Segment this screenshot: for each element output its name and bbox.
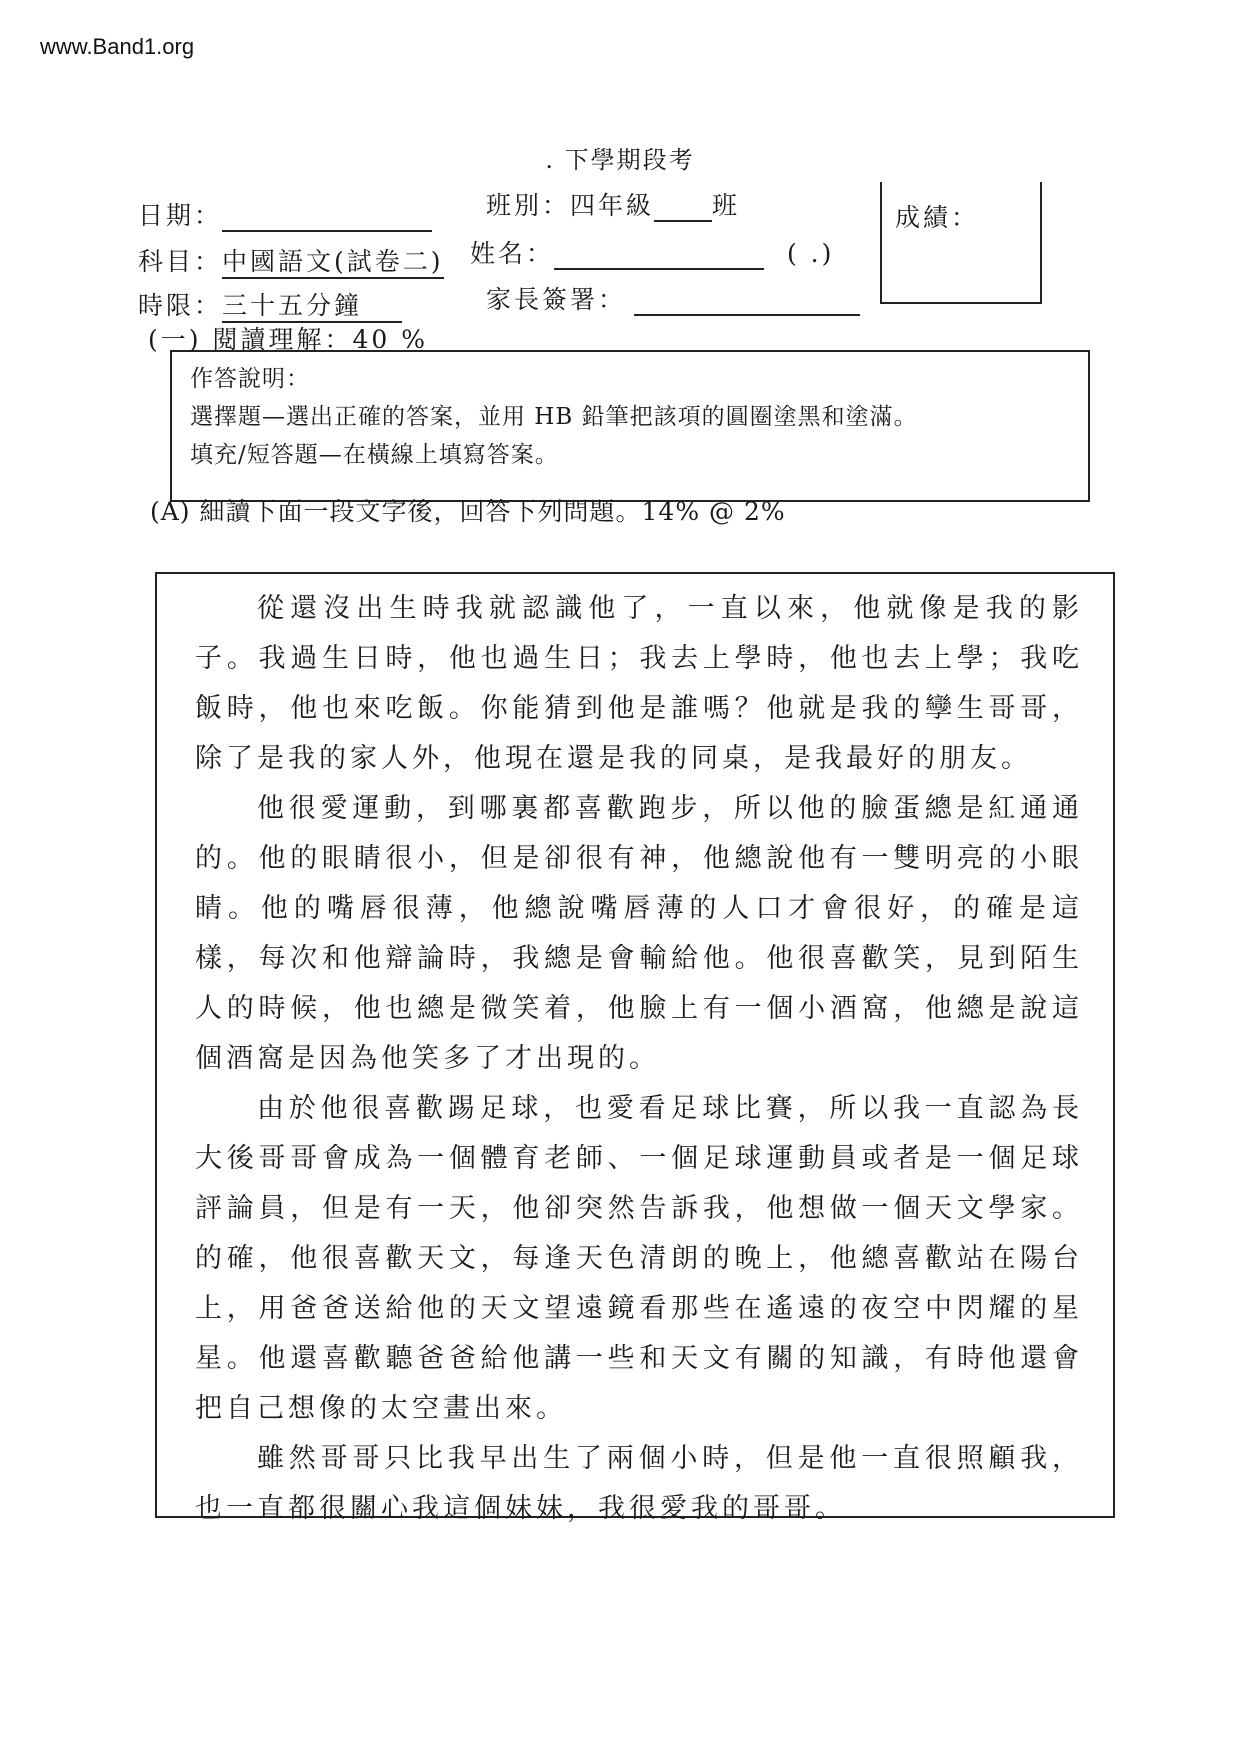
class-suffix: 班 [712, 191, 741, 220]
date-field[interactable] [222, 204, 432, 232]
subject-value: 中國語文(試卷二) [222, 247, 444, 279]
time-label: 時限： [138, 291, 223, 320]
question-heading: (A) 細讀下面一段文字後，回答下列問題。14% @ 2% [150, 497, 786, 526]
passage-box [155, 572, 1115, 1524]
site-watermark: www.Band1.org [40, 34, 195, 59]
section-heading: (一) 閱讀理解：40 % [148, 325, 428, 354]
passage-paragraph-3: 由於他很喜歡踢足球，也愛看足球比賽，所以我一直認為長大後哥哥會成為一個體育老師、一個足球運動員或者是一個足球評論員，但是有一天，他卻突然告訴我，他想做一個天文學家。的確，他很喜歡天文，每逢天色清朗的晚上，他總喜歡站在陽台上，用爸爸送給他的天文望遠鏡看那些在遙遠的夜空中閃耀的星星。他還喜歡聽爸爸給他講一些和天文有關的知識，有時他還會把自己想像的太空畫出來。 [195, 1093, 1083, 1424]
class-label: 班別：四年級 [486, 191, 655, 220]
subject-label: 科目： [138, 247, 223, 276]
instructions-title: 作答說明： [190, 366, 310, 392]
grade-box-left-border [880, 182, 882, 304]
passage-text [195, 584, 1083, 1534]
passage-paragraph-2: 他很愛運動，到哪裏都喜歡跑步，所以他的臉蛋總是紅通通的。他的眼睛很小，但是卻很有神，他總說他有一雙明亮的小眼睛。他的嘴唇很薄，他總說嘴唇薄的人口才會很好，的確是這樣，每次和他辯論時，我總是會輸給他。他很喜歡笑，見到陌生人的時候，他也總是微笑着，他臉上有一個小酒窩，他總是說這個酒窩是因為他笑多了才出現的。 [195, 793, 1083, 1074]
parent-signature-field[interactable] [634, 288, 860, 316]
passage-paragraph-4: 雖然哥哥只比我早出生了兩個小時，但是他一直很照顧我，也一直都很關心我這個妹妹，我很愛我的哥哥。 [195, 1443, 1083, 1524]
time-row [138, 286, 402, 322]
date-row [138, 196, 432, 232]
parent-signature-row [486, 280, 860, 316]
class-row [486, 186, 740, 222]
class-number-paren: ( .) [786, 239, 835, 268]
parent-signature-label: 家長簽署： [486, 285, 627, 314]
instructions-box [170, 350, 1090, 502]
time-value: 三十五分鐘 [222, 291, 402, 323]
date-label: 日期： [138, 201, 223, 230]
subject-row [138, 242, 444, 278]
passage-paragraph-1: 從還沒出生時我就認識他了，一直以來，他就像是我的影子。我過生日時，他也過生日；我去上學時，他也去上學；我吃飯時，他也來吃飯。你能猜到他是誰嗎？他就是我的孿生哥哥，除了是我的家人外，他現在還是我的同桌，是我最好的朋友。 [195, 593, 1083, 774]
name-row [470, 234, 834, 270]
page-title: . 下學期段考 [545, 146, 695, 174]
class-field[interactable] [654, 194, 712, 222]
instructions-line-1: 選擇題—選出正確的答案，並用 HB 鉛筆把該項的圓圈塗黑和塗滿。 [190, 404, 918, 430]
instructions-line-2: 填充/短答題—在橫線上填寫答案。 [190, 442, 559, 468]
grade-box-right-border [1040, 182, 1042, 304]
name-field[interactable] [554, 242, 764, 270]
grade-box-bottom-border [880, 302, 1042, 304]
name-label: 姓名： [470, 239, 555, 268]
grade-label: 成績： [895, 203, 980, 232]
